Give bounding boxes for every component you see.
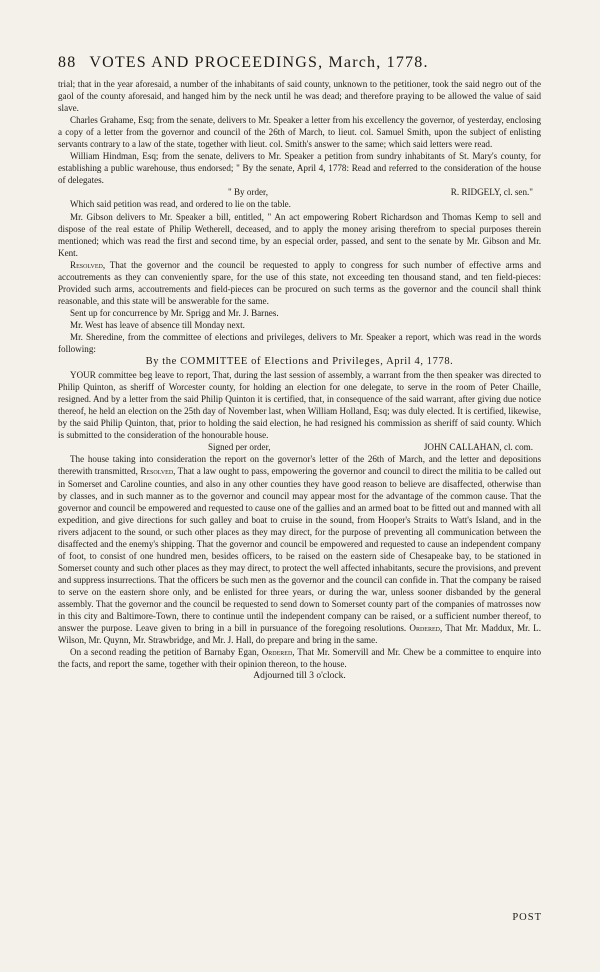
paragraph: Mr. Gibson delivers to Mr. Speaker a bill, entitled, " An act empowering Robert Richardson and Thomas Kemp to sell and dispose of the real estate of Philip Wetherell, deceased, and to apply the money arising therefrom to special purposes therein mentioned; which was read the first and second time, by an especial order, passed, and sent to the senate by Mr. Gibson and Mr. Kent. — [58, 211, 541, 258]
page-title: VOTES AND PROCEEDINGS, March, 1778. — [89, 54, 429, 71]
ordered-label: Ordered, — [409, 623, 443, 634]
paragraph: Mr. West has leave of absence till Monday next. — [70, 319, 245, 330]
signature-order: Signed per order, — [208, 442, 271, 453]
paragraph: YOUR committee beg leave to report, That, during the last session of assembly, a warrant from the then speaker was directed to Philip Quinton, as sheriff of Worcester county, for holding an election for one delegate, to serve in the room of Peter Chaille, resigned. And by a letter from the said Philip Quinton it is certified, that, in consequence of the said warrant, after giving due notice thereof, he held an election on the 25th day of November last, when William Holland, Esq; was duly elected. It is certified, likewise, by the said Philip Quinton, that, prior to holding the said election, he had resigned his commission as sheriff of said county. Which is submitted to the consideration of the honourable house. — [58, 370, 541, 441]
paragraph — [58, 646, 541, 670]
paragraph-text: The house taking into consideration the report on the governor's letter of the 26th of March, and the letter and depositions therewith transmitted, — [58, 454, 541, 477]
adjourned-line: Adjourned till 3 o'clock. — [253, 671, 346, 682]
signature-line — [58, 441, 541, 453]
catchword: POST — [512, 912, 542, 923]
paragraph — [58, 259, 541, 307]
paragraph — [58, 453, 541, 646]
paragraph: Mr. Sheredine, from the committee of elections and privileges, delivers to Mr. Speaker a report, which was read in the words following: — [58, 331, 541, 355]
paragraph-text: That Mr. Maddux, Mr. L. Wilson, Mr. Quynn, Mr. Strawbridge, and Mr. J. Hall, do prepare and bring in the same. — [58, 623, 542, 646]
paragraph: trial; that in the year aforesaid, a number of the inhabitants of said county, unknown to the petitioner, took the said negro out of the gaol of the county aforesaid, and hanged him by the neck until he was dead; and therefore praying to be allowed the value of said slave. — [58, 79, 541, 114]
paragraph-text: That Mr. Somervill and Mr. Chew be a committee to enquire into the facts, and report the same, together with their opinion thereon, to the house. — [58, 647, 541, 670]
signature-line — [58, 186, 541, 198]
signature-order: " By order, — [228, 187, 268, 198]
paragraph-text: On a second reading the petition of Barnaby Egan, — [70, 647, 259, 658]
paragraph-text: That a law ought to pass, empowering the governor and council to direct the militia to be called out in Somerset and Caroline counties, and also in any other counties they have good reason to believe are disaffected, otherwise than by classes, and in such manner as to the governor and council may appear most for the advantage of the common cause. That the governor and council be empowered and requested to cause one of the gallies and an armed boat to be fitted out and manned with all expedition, and give directions for such galley and boat to cruise in the sound, from Hooper's Straits to Watt's Island, and in the rivers adjacent to the sound, or such other places as they may direct, for the purpose of preventing all communication between the disaffected and the enemy's shipping. That the governor and council be empowered and requested to cause an independent company of foot, to consist of one hundred men, besides officers, to be raised on the eastern side of Chesapeake bay, to be stationed in Somerset county and such other places as they may direct, to protect the well affected inhabitants, secure the provisions, and prevent and suppress insurrections. That the officers be such men as the governor and the council can confide in. That the company be raised to serve on the eastern shore only, and be enlisted for three years, or during the war, unless sooner disbanded by the general assembly. That the governor and the council be requested to send down to Somerset county part of the companies of matrosses now in this city and Baltimore-Town, there to continue until the independent company can be raised, or a sufficient number thereof, to answer the purpose. Leave given to bring in a bill in pursuance of the foregoing resolutions. — [58, 466, 541, 634]
resolved-label: Resolved, — [70, 259, 106, 270]
committee-heading: By the COMMITTEE of Elections and Privileges, April 4, 1778. — [145, 356, 454, 368]
running-header — [58, 54, 538, 72]
paragraph: Charles Grahame, Esq; from the senate, delivers to Mr. Speaker a letter from his excellency the governor, of yesterday, enclosing a copy of a letter from the governor and council of the 26th of March, to lieut. col. Samuel Smith, upon the subject of enlisting servants contrary to a law of the state, together with lieut. col. Smith's answer to the same; which said letters were read. — [58, 115, 541, 150]
ordered-label: Ordered, — [261, 647, 295, 658]
resolved-label: Resolved, — [140, 466, 176, 477]
paragraph: Which said petition was read, and ordered to lie on the table. — [70, 199, 291, 210]
paragraph: Sent up for concurrence by Mr. Sprigg and Mr. J. Barnes. — [70, 307, 279, 318]
signature-name: R. RIDGELY, cl. sen." — [450, 187, 533, 198]
paragraph: William Hindman, Esq; from the senate, delivers to Mr. Speaker a petition from sundry inhabitants of St. Mary's county, for establishing a public warehouse, thus endorsed; " By the senate, April 4, 1778: Read and referred to the consideration of the house of delegates. — [58, 151, 541, 186]
resolution-text: That the governor and the council be requested to apply to congress for such number of effective arms and accoutrements as they can conveniently spare, for the use of this state, not exceeding ten thousand stand, and ten field-pieces: Provided such arms, accoutrements and field-pieces can be procured on such terms as the governor and the council shall think reasonable, and this state will be answerable for the same. — [58, 259, 541, 306]
page-number: 88 — [58, 54, 77, 71]
signature-name: JOHN CALLAHAN, cl. com. — [423, 442, 533, 453]
document-body — [58, 78, 541, 682]
